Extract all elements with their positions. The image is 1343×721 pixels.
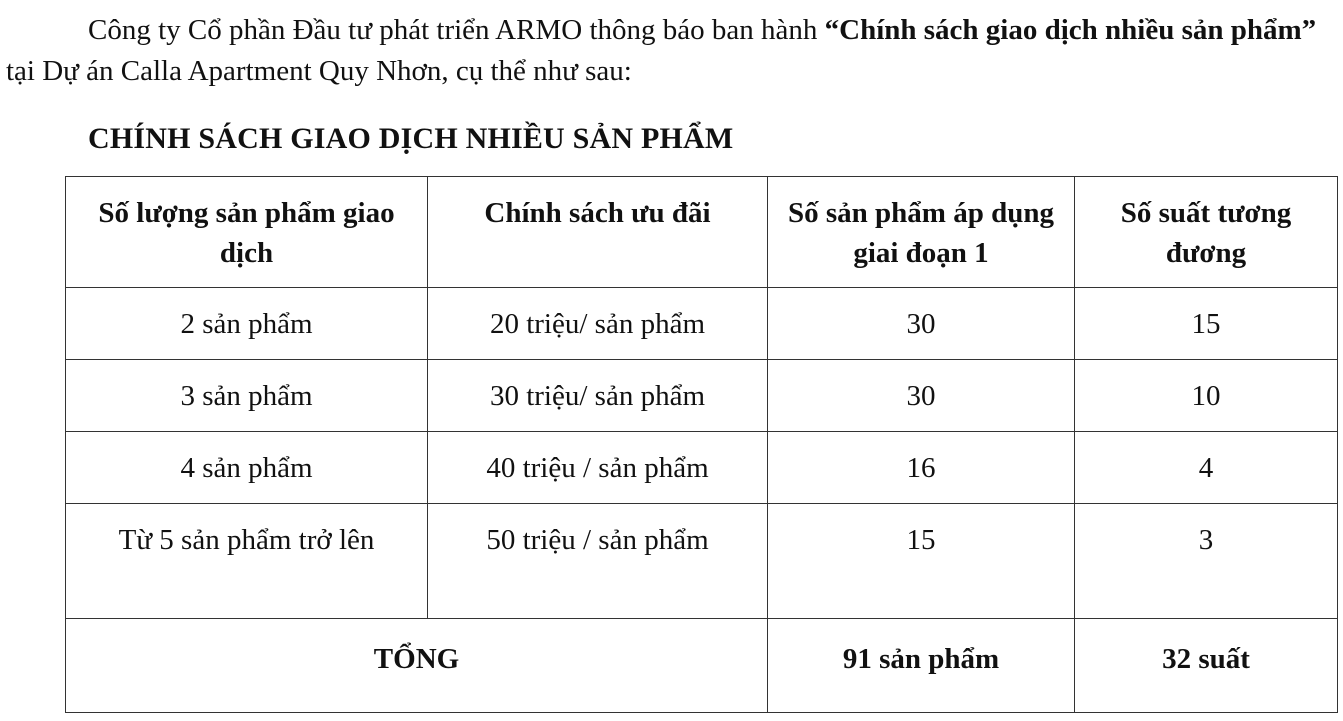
cell-slots: 10 <box>1075 360 1338 432</box>
intro-paragraph <box>6 10 1336 92</box>
intro-text-after: tại Dự án Calla Apartment Quy Nhơn, cụ thể như sau: <box>6 55 632 87</box>
cell-quantity: 3 sản phẩm <box>66 360 428 432</box>
header-quantity: Số lượng sản phẩm giao dịch <box>66 177 428 288</box>
cell-policy: 20 triệu/ sản phẩm <box>428 288 768 360</box>
cell-slots: 4 <box>1075 432 1338 504</box>
cell-products: 15 <box>768 504 1075 619</box>
section-heading: CHÍNH SÁCH GIAO DỊCH NHIỀU SẢN PHẨM <box>88 122 734 155</box>
table-header-row <box>66 177 1338 288</box>
cell-policy: 40 triệu / sản phẩm <box>428 432 768 504</box>
header-products: Số sản phẩm áp dụng giai đoạn 1 <box>768 177 1075 288</box>
intro-text-before: Công ty Cổ phần Đầu tư phát triển ARMO thông báo ban hành <box>88 14 825 46</box>
intro-highlight: “Chính sách giao dịch nhiều sản phẩm” <box>824 14 1317 46</box>
total-slots: 32 suất <box>1075 619 1338 713</box>
table-total-row <box>66 619 1338 713</box>
header-slots: Số suất tương đương <box>1075 177 1338 288</box>
cell-quantity: Từ 5 sản phẩm trở lên <box>66 504 428 619</box>
cell-products: 16 <box>768 432 1075 504</box>
total-products: 91 sản phẩm <box>768 619 1075 713</box>
table-row <box>66 288 1338 360</box>
table-row <box>66 360 1338 432</box>
header-policy: Chính sách ưu đãi <box>428 177 768 288</box>
cell-slots: 15 <box>1075 288 1338 360</box>
cell-policy: 30 triệu/ sản phẩm <box>428 360 768 432</box>
table-row <box>66 504 1338 619</box>
cell-products: 30 <box>768 360 1075 432</box>
cell-slots: 3 <box>1075 504 1338 619</box>
cell-quantity: 2 sản phẩm <box>66 288 428 360</box>
cell-quantity: 4 sản phẩm <box>66 432 428 504</box>
table-row <box>66 432 1338 504</box>
cell-policy: 50 triệu / sản phẩm <box>428 504 768 619</box>
policy-table <box>65 176 1338 713</box>
cell-products: 30 <box>768 288 1075 360</box>
total-label: TỔNG <box>66 619 768 713</box>
